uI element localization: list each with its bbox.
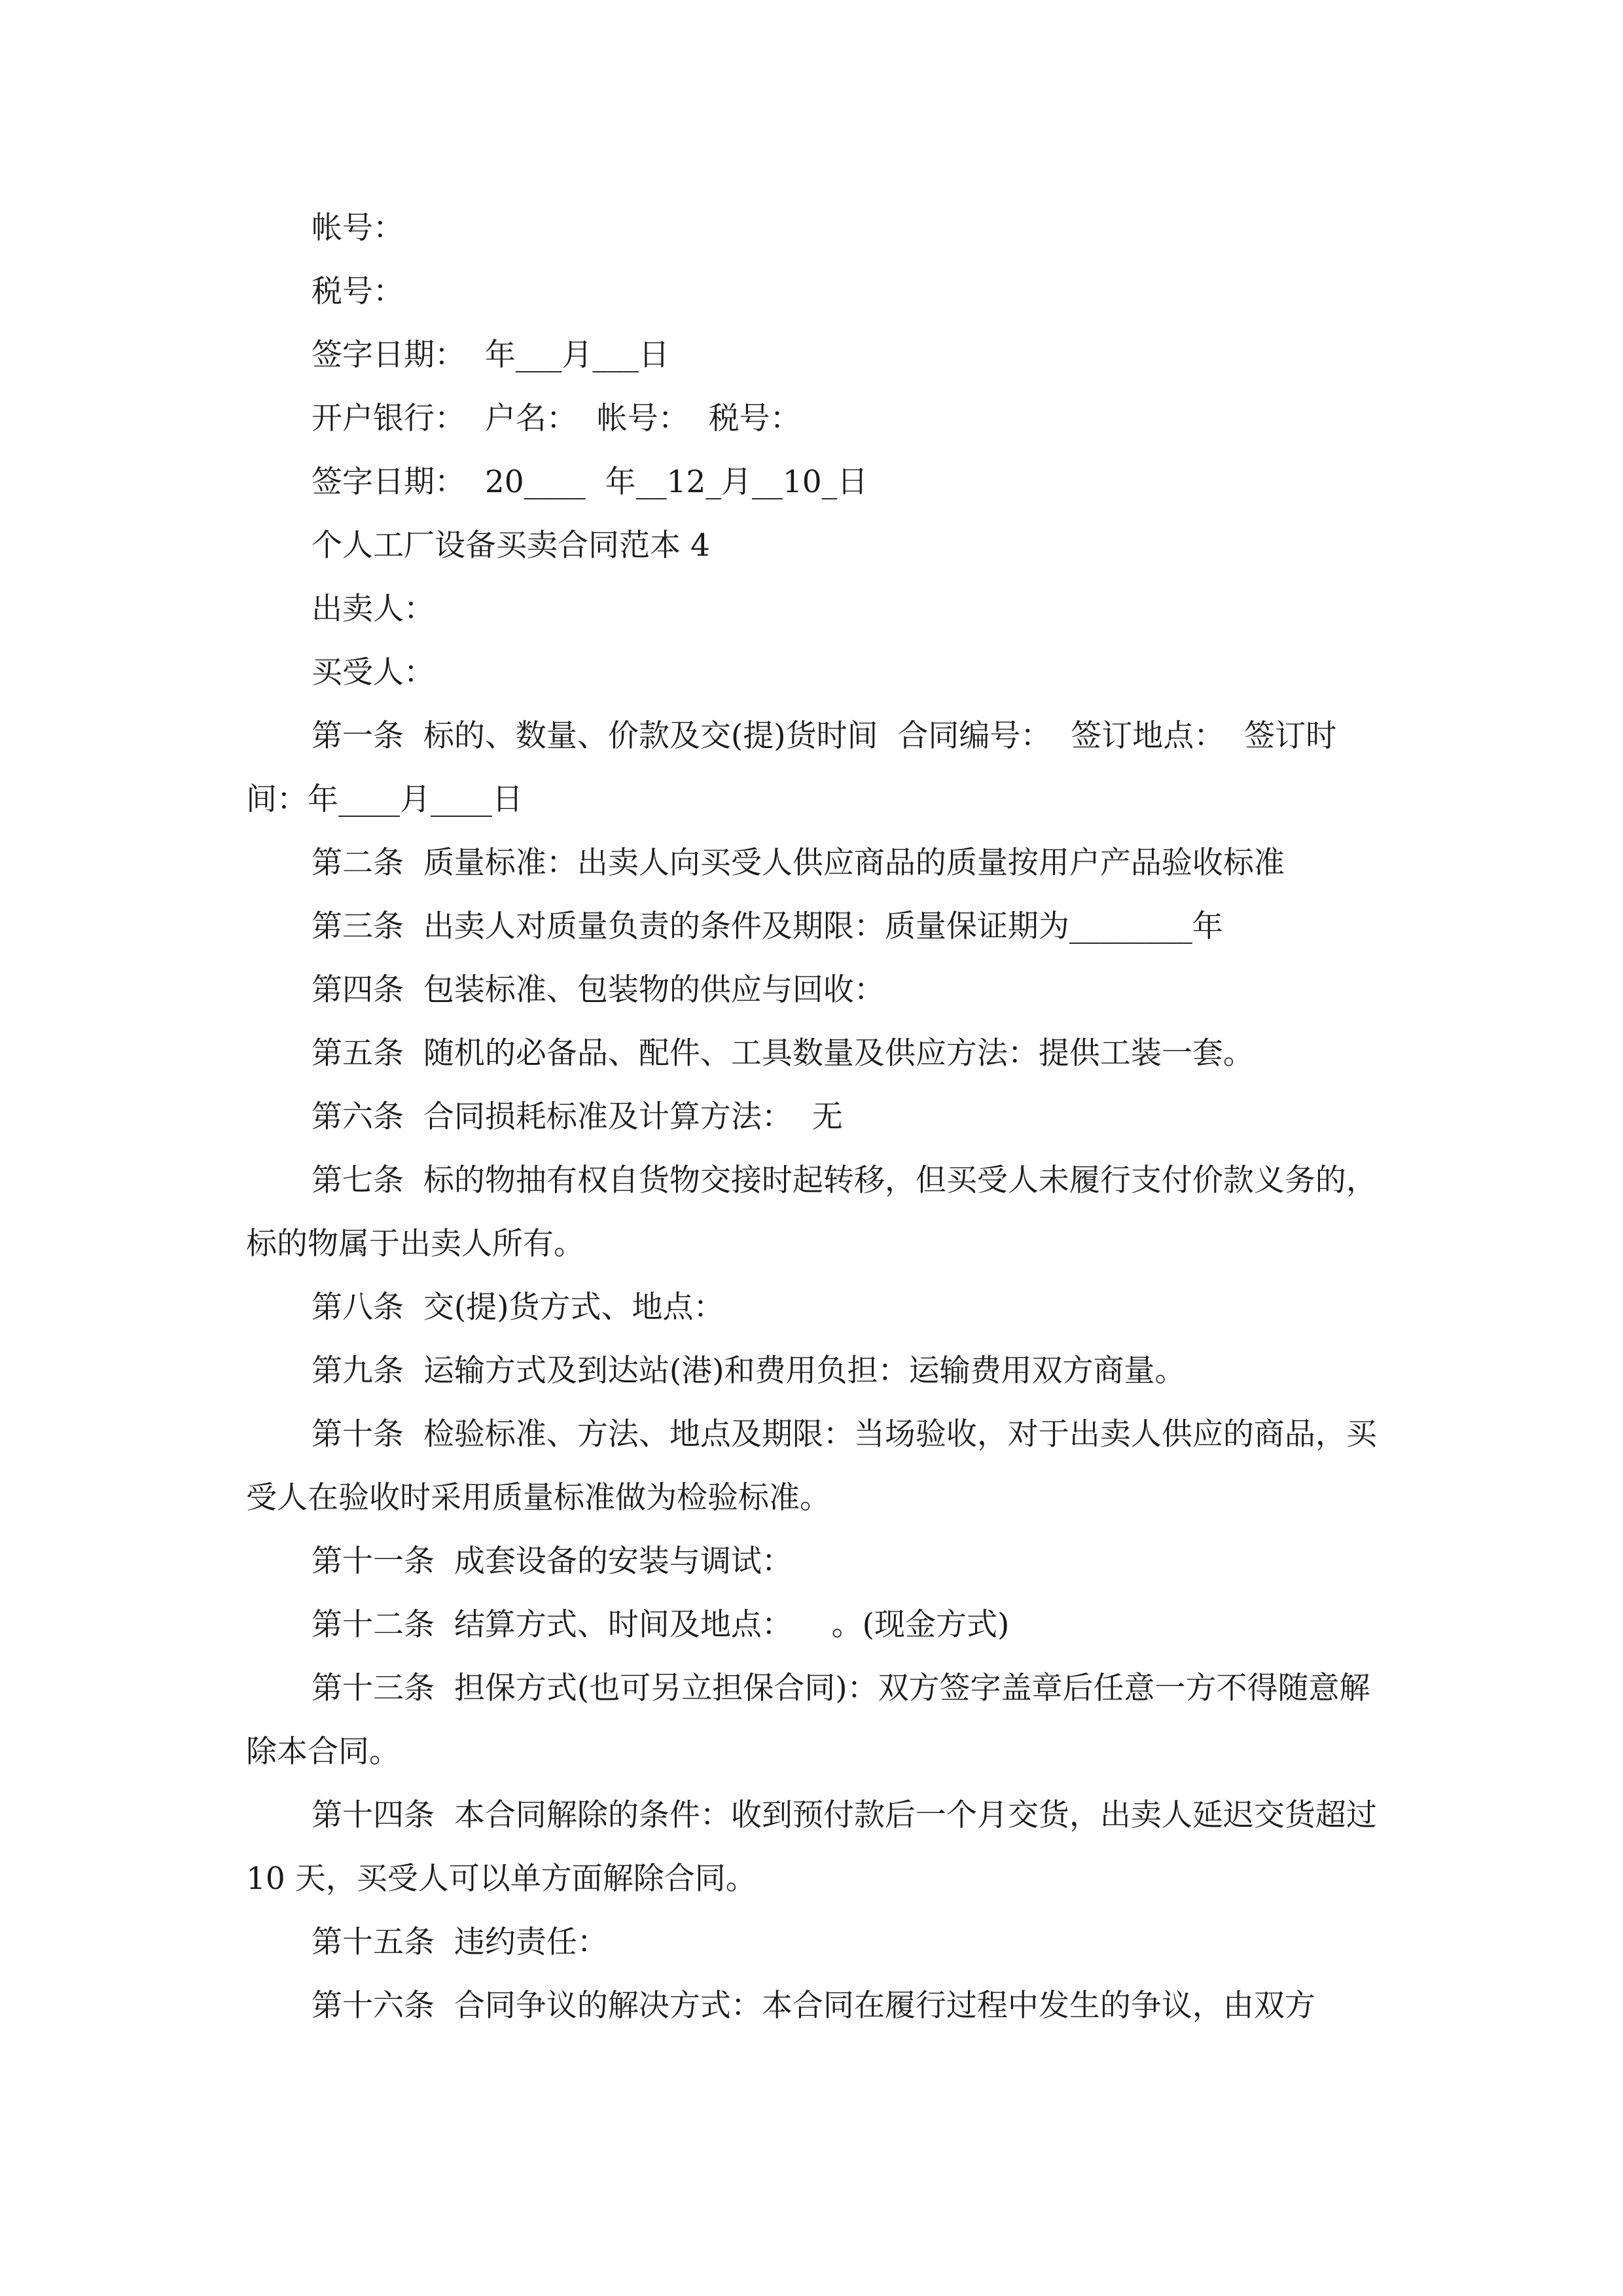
clause-5: 第五条 随机的必备品、配件、工具数量及供应方法：提供工装一套。 [312, 1035, 1254, 1071]
signing-date-line: 签字日期： 年___月___日 [312, 337, 669, 373]
buyer-line: 买受人： [312, 655, 435, 691]
clause-8: 第八条 交(提)货方式、地点： [312, 1289, 724, 1325]
bank-info-line: 开户银行： 户名： 帐号： 税号： [312, 401, 801, 437]
document-body [246, 196, 1393, 2037]
clause-13: 第十三条 担保方式(也可另立担保合同)：双方签字盖章后任意一方不得随意解除本合同。 [246, 1670, 1370, 1770]
clause-10: 第十条 检验标准、方法、地点及期限：当场验收，对于出卖人供应的商品，买受人在验收时采用质量标准做为检验标准。 [246, 1416, 1377, 1516]
clause-12: 第十二条 结算方式、时间及地点： 。(现金方式) [312, 1607, 1010, 1643]
tax-number-line: 税号： [312, 274, 404, 310]
clause-9: 第九条 运输方式及到达站(港)和费用负担：运输费用双方商量。 [312, 1353, 1186, 1389]
clause-1: 第一条 标的、数量、价款及交(提)货时间 合同编号： 签订地点： 签订时间：年____月____日 [246, 718, 1337, 817]
signing-date-line-2: 签字日期： 20____ 年__12_月__10_日 [312, 464, 868, 500]
clause-11: 第十一条 成套设备的安装与调试： [312, 1543, 793, 1579]
contract-title: 个人工厂设备买卖合同范本 4 [312, 528, 710, 564]
clause-6: 第六条 合同损耗标准及计算方法： 无 [312, 1099, 843, 1135]
clause-16: 第十六条 合同争议的解决方式：本合同在履行过程中发生的争议，由双方 [312, 1988, 1315, 2024]
clause-3: 第三条 出卖人对质量负责的条件及期限：质量保证期为________年 [312, 908, 1223, 944]
clause-2: 第二条 质量标准：出卖人向买受人供应商品的质量按用户产品验收标准 [312, 845, 1285, 881]
account-number-line: 帐号： [312, 210, 404, 246]
clause-14: 第十四条 本合同解除的条件：收到预付款后一个月交货，出卖人延迟交货超过 10 天，买受人可以单方面解除合同。 [246, 1797, 1387, 1897]
clause-15: 第十五条 违约责任： [312, 1924, 608, 1960]
seller-line: 出卖人： [312, 591, 435, 627]
clause-7: 第七条 标的物抽有权自货物交接时起转移，但买受人未履行支付价款义务的，标的物属于出卖人所有。 [246, 1162, 1377, 1262]
clause-4: 第四条 包装标准、包装物的供应与回收： [312, 972, 885, 1008]
